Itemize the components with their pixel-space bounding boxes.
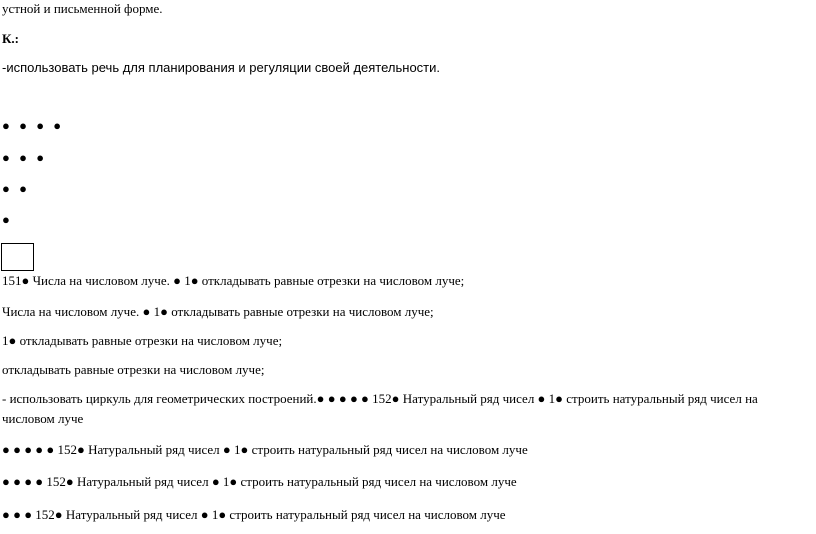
text-line-numbers-on-ray: Числа на числовом луче. ● 1● откладывать равные отрезки на числовом луче; [2,304,434,319]
text-line-use-speech: -использовать речь для планирования и регуляции своей деятельности. [2,60,441,75]
text-line-1-lay-segments: 1● откладывать равные отрезки на числовом луче; [2,333,283,348]
bullet-row-4: ● ● ● ● [2,118,65,133]
text-line-151: 151● Числа на числовом луче. ● 1● откладывать равные отрезки на числовом луче; [2,273,465,288]
bullet-row-1: ● [2,212,13,227]
text-line-oral-written: устной и письменной форме. [2,1,163,16]
bullet-row-3: ● ● ● [2,150,48,165]
text-line-compass: - использовать циркуль для геометрических построений.● ● ● ● ● 152● Натуральный ряд чисел ● 1● строить натуральный ряд чисел на числовом луче [2,391,758,426]
label-k: К.: [2,31,20,46]
text-line-152-c: ● ● ● 152● Натуральный ряд чисел ● 1● строить натуральный ряд чисел на числовом луче [2,507,506,522]
empty-box [1,243,34,271]
text-line-lay-segments: откладывать равные отрезки на числовом луче; [2,362,265,377]
bullet-row-2: ● ● [2,181,30,196]
text-line-152-b: ● ● ● ● 152● Натуральный ряд чисел ● 1● строить натуральный ряд чисел на числовом луче [2,474,517,489]
text-line-152-a: ● ● ● ● ● 152● Натуральный ряд чисел ● 1● строить натуральный ряд чисел на числовом луче [2,442,528,457]
